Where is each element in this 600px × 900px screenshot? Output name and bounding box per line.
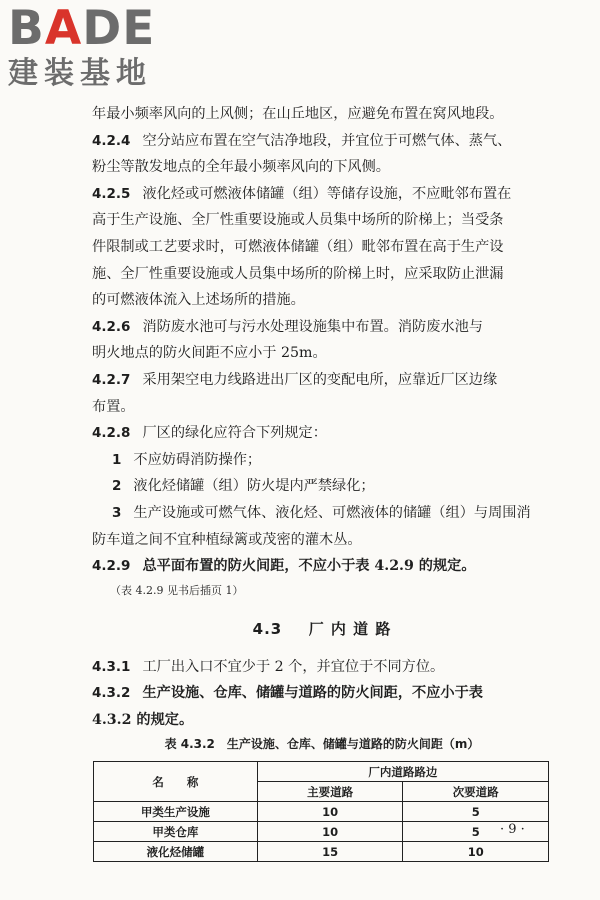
table-row <box>94 822 549 842</box>
logo-letter-b: B <box>8 1 45 56</box>
item-number: 2 <box>112 478 122 495</box>
clause-text: 液化烃或可燃液体储罐（组）等储存设施，不应毗邻布置在 <box>142 185 512 202</box>
clause-number: 4.2.9 <box>92 558 131 575</box>
logo-letter-e: E <box>122 1 156 56</box>
document-body <box>92 101 552 862</box>
clause-text: 厂区的绿化应符合下列规定： <box>142 425 327 442</box>
logo-wordmark <box>8 1 188 56</box>
paragraph-line <box>92 207 552 234</box>
fire-distance-table <box>93 761 549 862</box>
page-number: · 9 · <box>500 822 525 837</box>
clause-number: 4.3.2 <box>92 685 131 702</box>
clause-text: 件限制或工艺要求时，可燃液体储罐（组）毗邻布置在高于生产设 <box>92 238 504 255</box>
section-heading <box>92 617 552 641</box>
clause-list-4-2 <box>92 101 552 580</box>
paragraph-line <box>92 287 552 314</box>
clause-number: 4.2.4 <box>92 132 131 149</box>
secondary-road-header: 次要道路 <box>403 782 549 802</box>
main-road-header: 主要道路 <box>257 782 403 802</box>
clause-text: 明火地点的防火间距不应小于 25m。 <box>92 345 327 362</box>
secondary-road-distance: 5 <box>403 822 549 842</box>
clause-text: 液化烃储罐（组）防火堤内严禁绿化； <box>133 478 375 495</box>
clause-number: 4.2.8 <box>92 425 131 442</box>
clause-text: 生产设施或可燃气体、液化烃、可燃液体的储罐（组）与周围消 <box>133 504 531 521</box>
clause-text: 空分站应布置在空气洁净地段，并宜位于可燃气体、蒸气、 <box>142 132 512 149</box>
paragraph-line <box>92 234 552 261</box>
clause-text: 消防废水池可与污水处理设施集中布置。消防废水池与 <box>142 318 483 335</box>
clause-text: 生产设施、仓库、储罐与道路的防火间距，不应小于表 <box>142 685 483 702</box>
clause-text: 总平面布置的防火间距，不应小于表 4.2.9 的规定。 <box>142 558 476 575</box>
paragraph-line <box>92 181 552 208</box>
clause-number: 4.3.1 <box>92 658 131 675</box>
paragraph-line <box>92 394 552 421</box>
logo-letter-a: A <box>44 1 83 56</box>
paragraph-line <box>92 707 552 734</box>
paragraph-line <box>92 654 552 681</box>
row-name: 甲类生产设施 <box>94 802 258 822</box>
clause-text: 的可燃液体流入上述场所的措施。 <box>92 292 305 309</box>
paragraph-line <box>92 340 552 367</box>
clause-text: 粉尘等散发地点的全年最小频率风向的下风侧。 <box>92 159 390 176</box>
logo-subtitle: 建装基地 <box>8 56 152 91</box>
item-number: 1 <box>112 451 122 468</box>
table-row <box>94 842 549 862</box>
logo-letter-d: D <box>82 1 123 56</box>
section-number: 4.3 <box>252 619 283 638</box>
table-row <box>94 802 549 822</box>
paragraph-line <box>92 154 552 181</box>
bade-logo <box>8 1 188 96</box>
paragraph-line: 年最小频率风向的上风侧；在山丘地区，应避免布置在窝风地段。 <box>92 106 504 122</box>
paragraph-line <box>92 367 552 394</box>
group-header: 厂内道路路边 <box>257 762 548 782</box>
clause-list-4-3 <box>92 654 552 734</box>
clause-text: 不应妨碍消防操作； <box>133 451 262 468</box>
paragraph-line <box>92 261 552 288</box>
table-note: （表 4.2.9 见书后插页 1） <box>110 583 244 597</box>
clause-text: 布置。 <box>92 398 135 415</box>
clause-text: 采用架空电力线路进出厂区的变配电所，应靠近厂区边缘 <box>142 371 498 388</box>
clause-number: 4.2.5 <box>92 185 131 202</box>
paragraph-line <box>92 553 552 580</box>
secondary-road-distance: 5 <box>403 802 549 822</box>
row-name: 甲类仓库 <box>94 822 258 842</box>
table-caption: 表 4.3.2 生产设施、仓库、储罐与道路的防火间距（m） <box>164 737 480 752</box>
secondary-road-distance: 10 <box>403 842 549 862</box>
clause-text: 4.3.2 的规定。 <box>92 711 194 728</box>
section-title: 厂 内 道 路 <box>308 619 392 638</box>
paragraph-line <box>92 527 552 554</box>
main-road-distance: 10 <box>257 802 403 822</box>
clause-text: 高于生产设施、全厂性重要设施或人员集中场所的阶梯上；当受条 <box>92 212 504 229</box>
table-header-row <box>94 762 549 782</box>
main-road-distance: 10 <box>257 822 403 842</box>
main-road-distance: 15 <box>257 842 403 862</box>
row-name: 液化烃储罐 <box>94 842 258 862</box>
paragraph-line <box>92 128 552 155</box>
clause-text: 防车道之间不宜种植绿篱或茂密的灌木丛。 <box>92 531 362 548</box>
paragraph-line <box>92 420 552 447</box>
paragraph-line <box>92 473 552 500</box>
paragraph-line <box>92 500 552 527</box>
clause-number: 4.2.7 <box>92 371 131 388</box>
clause-number: 4.2.6 <box>92 318 131 335</box>
paragraph-line <box>92 447 552 474</box>
item-number: 3 <box>112 504 122 521</box>
paragraph-line <box>92 680 552 707</box>
paragraph-line <box>92 314 552 341</box>
clause-text: 工厂出入口不宜少于 2 个，并宜位于不同方位。 <box>142 658 445 675</box>
name-header: 名 称 <box>94 762 258 802</box>
clause-text: 施、全厂性重要设施或人员集中场所的阶梯上时，应采取防止泄漏 <box>92 265 504 282</box>
